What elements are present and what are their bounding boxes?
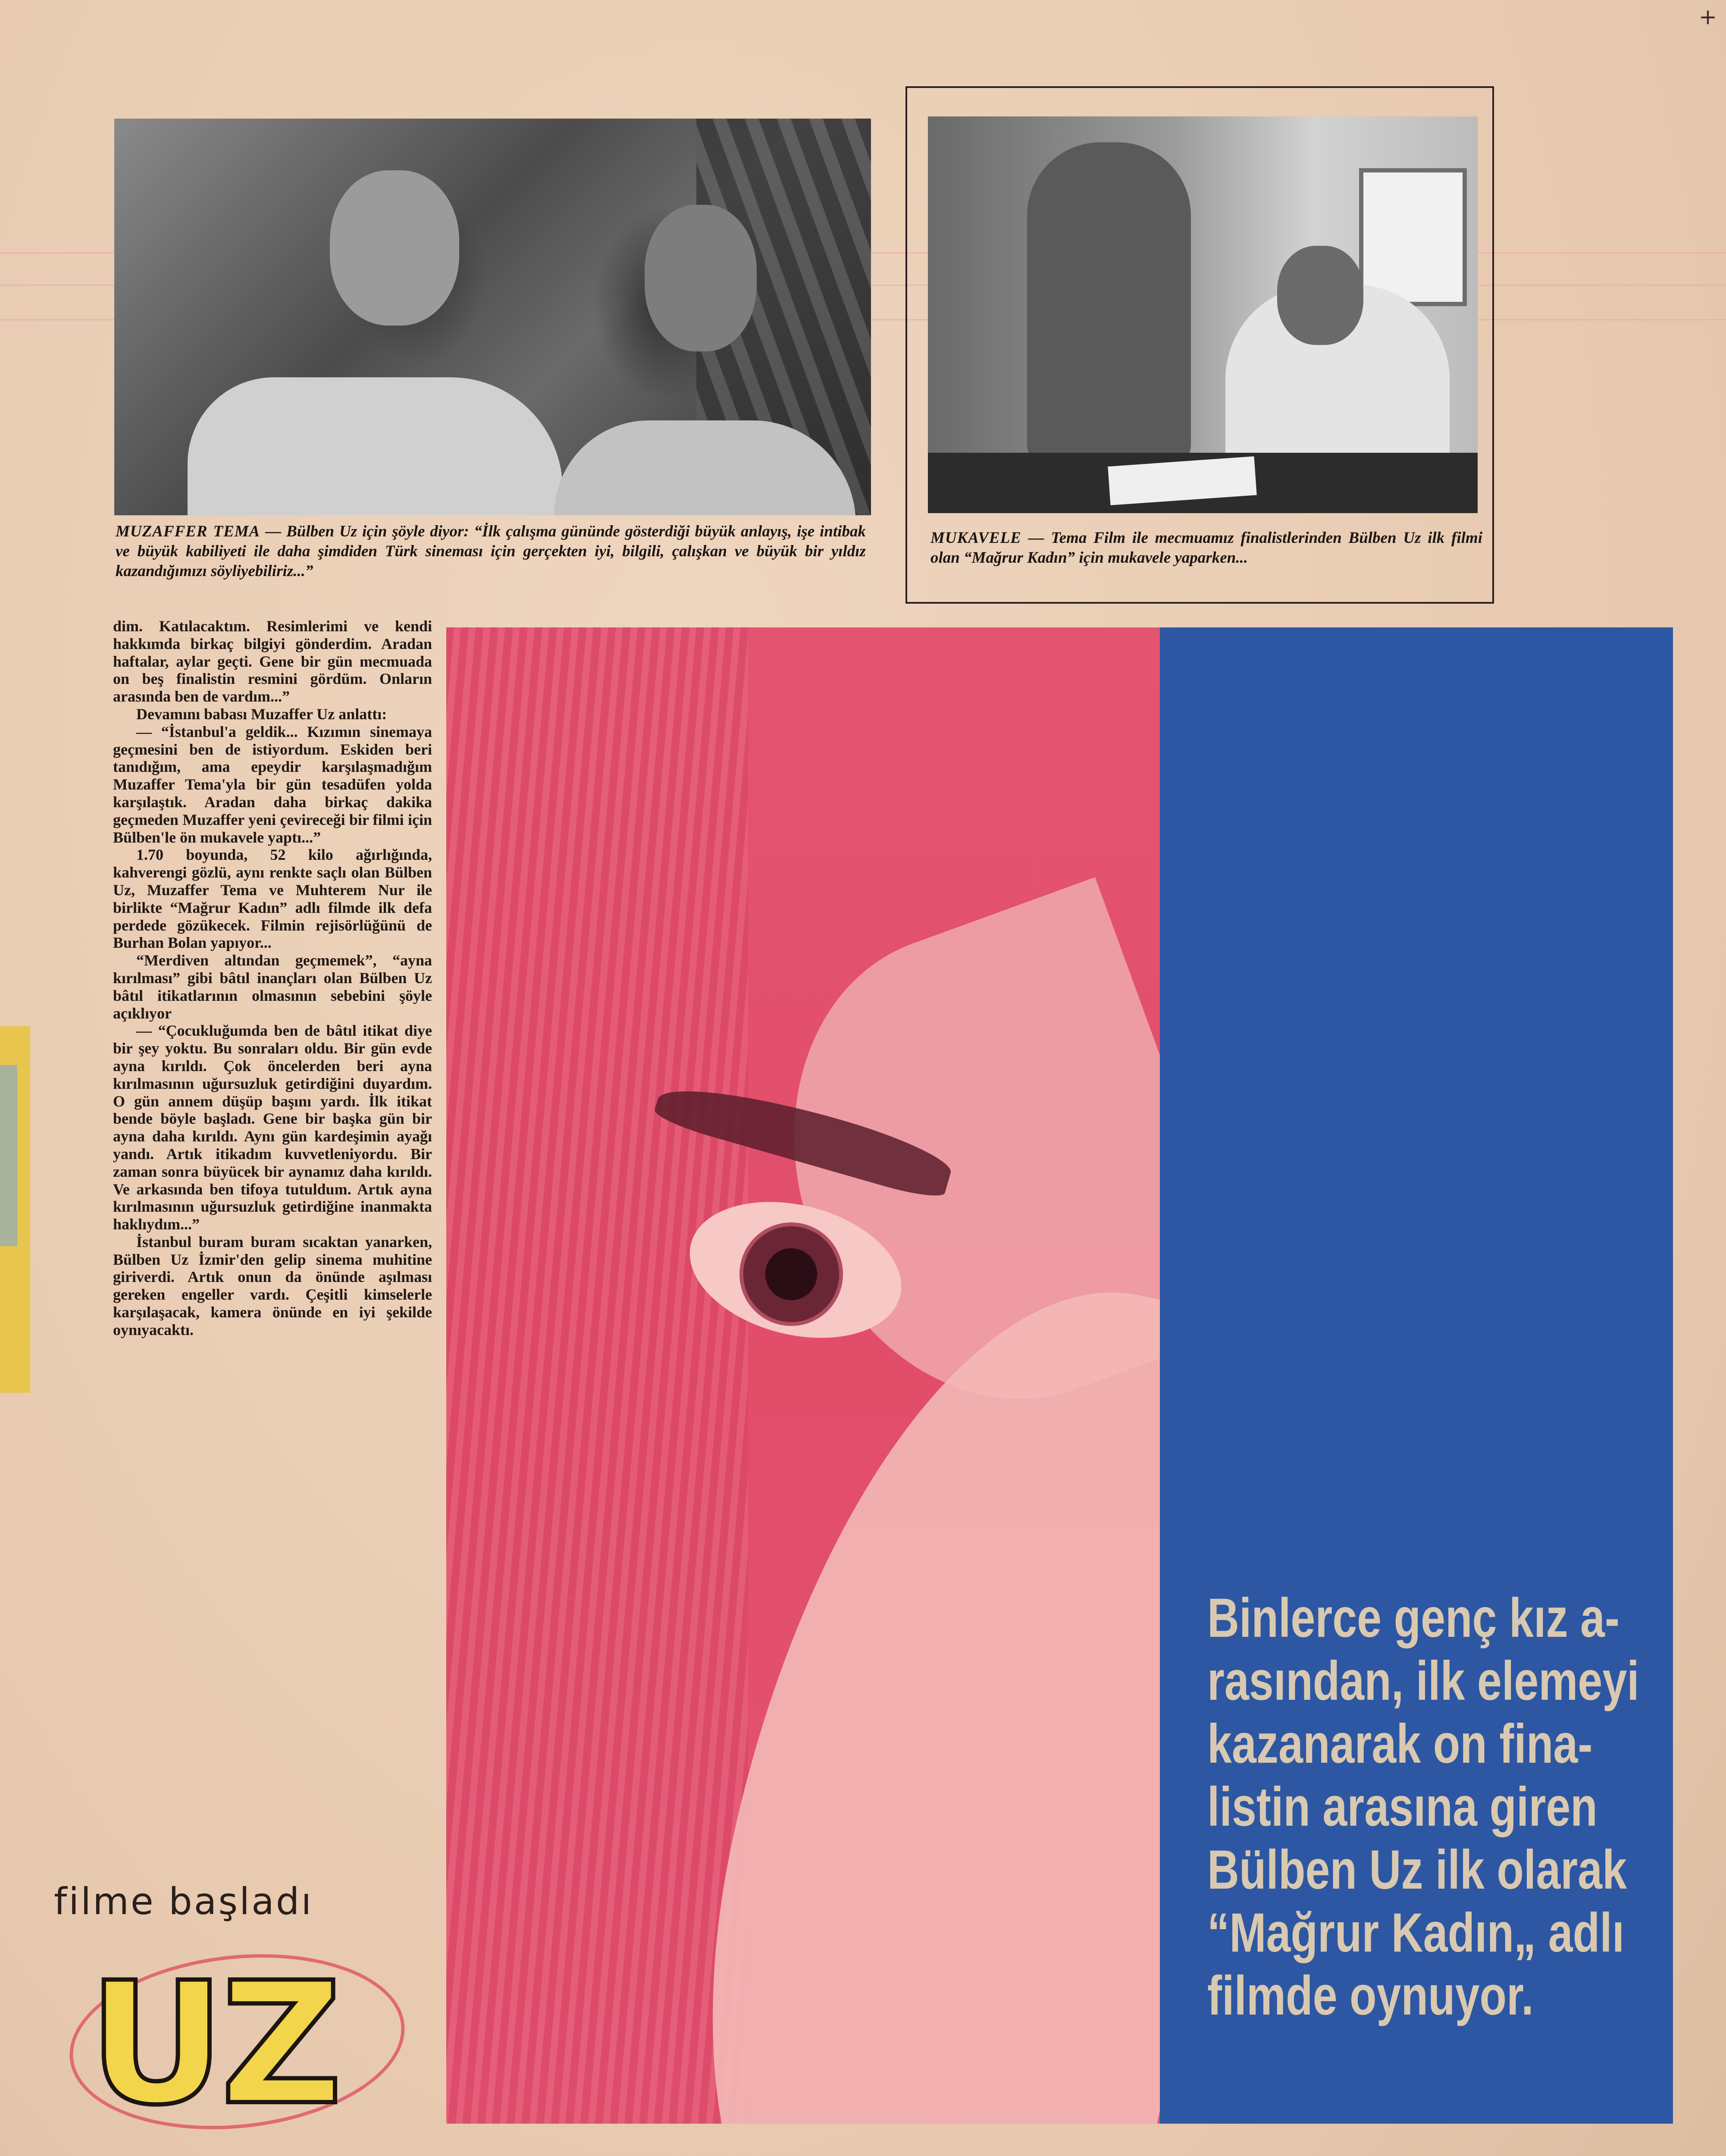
promo-line: kazanarak on fina-	[1207, 1713, 1593, 1775]
promo-line: filmde oynuyor.	[1207, 1965, 1534, 2027]
headline-kicker: filme başladı	[54, 1880, 313, 1923]
face-iris	[739, 1222, 843, 1326]
face-hair	[446, 627, 748, 2124]
photo-caption-left	[116, 522, 866, 581]
caption-lead: MUKAVELE	[930, 529, 1021, 547]
photo-caption-right	[930, 528, 1482, 568]
promo-line: Bülben Uz ilk olarak	[1207, 1839, 1627, 1901]
photo-woman-head	[645, 205, 757, 351]
blue-edge-strip	[0, 1065, 17, 1246]
photo-muzaffer-tema-and-bulben-uz	[114, 119, 871, 515]
photo-man-head	[330, 170, 459, 326]
article-paragraph: İstanbul buram buram sıcaktan yanarken, Bülben Uz İzmir'den gelip sinema muhitine giriverdi. Artık onun da önünde aşılması gereken engeller vardı. Çeşitli kimselerle karşılaşacak, kamera önünde en iyi şekilde oynıyacaktı.	[113, 1233, 432, 1338]
pink-face-image	[446, 627, 1160, 2124]
caption-lead: MUZAFFER TEMA	[116, 523, 260, 540]
article-paragraph: 1.70 boyunda, 52 kilo ağırlığında, kahverengi gözlü, aynı renkte saçlı olan Bülben Uz, Muzaffer Tema ve Muhterem Nur ile birlikte “Mağrur Kadın” adlı filmde ilk defa perdede gözükecek. Filmin rejisörlüğünü de Burhan Bolan yapıyor...	[113, 846, 432, 952]
promo-line: “Mağrur Kadın„ adlı	[1207, 1902, 1625, 1964]
promo-text	[1207, 1587, 1639, 2028]
promo-line: Binlerce genç kız a-	[1207, 1587, 1620, 1649]
article-paragraph: “Merdiven altından geçmemek”, “ayna kırılması” gibi bâtıl inançları olan Bülben Uz bâtıl itikatlarının olmasının sebebini şöyle açıklıyor	[113, 952, 432, 1022]
article-paragraph: dim. Katılacaktım. Resimlerimi ve kendi hakkımda birkaç bilgiyi gönderdim. Aradan haftalar, aylar geçti. Gene bir gün mecmuada on beş finalistin resmini gördüm. Onların arasında ben de vardım...”	[113, 617, 432, 705]
article-paragraph: — “İstanbul'a geldik... Kızımın sinemaya geçmesini ben de istiyordum. Eskiden beri tanıdığım, ama epeydir karşılaşmadığım Muzaffer Tema'yla bir gün tesadüfen yolda karşılaştık. Aradan daha birkaç dakika geçmeden Muzaffer yeni çevireceği bir filmi için Bülben'le ön mukavele yaptı...”	[113, 723, 432, 846]
article-paragraph: Devamını babası Muzaffer Uz anlattı:	[136, 705, 387, 723]
promo-line: rasından, ilk elemeyi	[1207, 1650, 1639, 1712]
photo-woman-figure	[1027, 142, 1191, 470]
photo-contract-signing	[928, 116, 1478, 513]
photo-man-head	[1277, 246, 1363, 345]
photo-window	[1359, 168, 1467, 306]
article-column	[113, 617, 432, 1339]
photo-man-figure	[188, 377, 563, 515]
promo-line: listin arasına giren	[1207, 1776, 1598, 1838]
caption-text: — Tema Film ile mecmuamız finalistlerinden Bülben Uz ilk filmi olan “Mağrur Kadın” için mukavele yaparken...	[930, 529, 1482, 567]
caption-text: — Bülben Uz için şöyle diyor: “İlk çalışma gününde gösterdiği büyük anlayış, işe intibak ve büyük kabiliyeti ile daha şimdiden Türk sineması için gerçekten iyi, bilgili, çalışkan ve büyük bir yıldız kazandığımızı söyliyebiliriz...”	[116, 523, 866, 580]
headline-name: UZ	[88, 1946, 338, 2142]
article-paragraph: — “Çocukluğumda ben de bâtıl itikat diye bir şey yoktu. Bu sonraları oldu. Bir gün evde ayna kırıldı. Çok öncelerden beri ayna kırılmasının uğursuzluk getirdiğini duyardım. O gün annem düşüp başını yardı. İlk itikat bende böyle başladı. Gene bir başka gün bir ayna daha kırıldı. Aynı gün kardeşimin ayağı yandı. Artık itikadım kuvvetleniyordu. Bir zaman sonra büyücek bir aynamız daha kırıldı. Ve arkasında ben tifoya tutuldum. Artık ayna kırılmasının uğursuzluk getirdiğine inanmakta haklıydım...”	[113, 1022, 432, 1233]
registration-mark: +	[1699, 4, 1717, 29]
